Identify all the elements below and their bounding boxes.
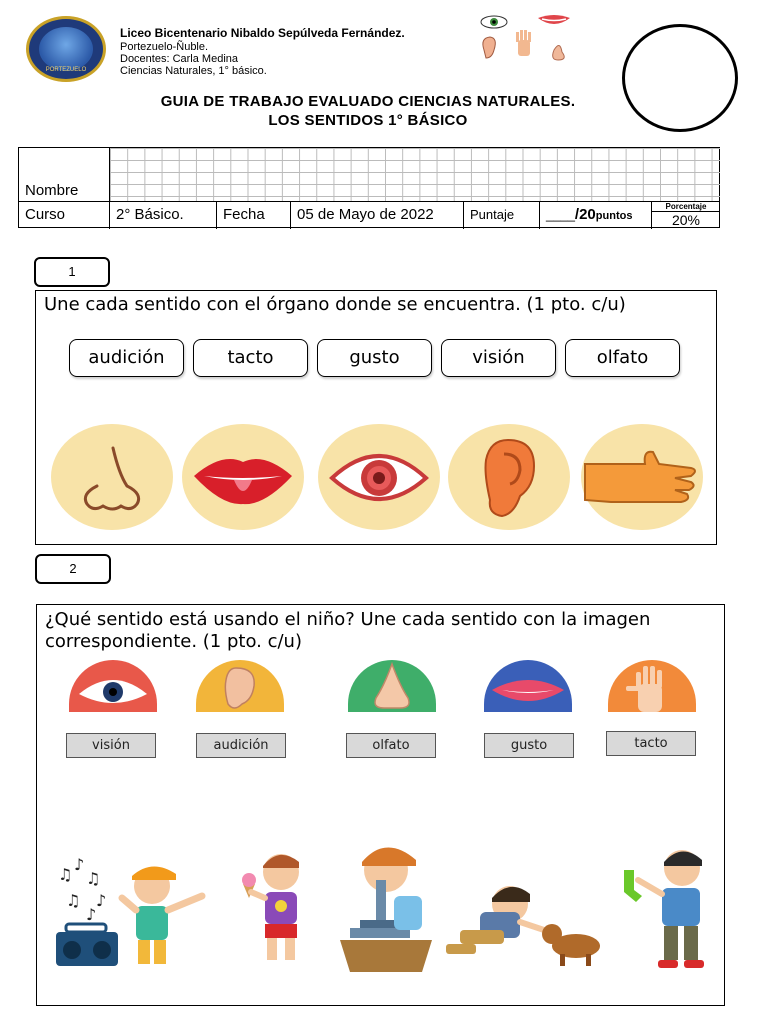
organ-nose[interactable] [51,424,173,530]
puntaje-label: Puntaje [464,202,540,229]
nose-icon [51,424,173,530]
label-tacto[interactable]: tacto [606,731,696,756]
svg-text:♫: ♫ [58,865,73,884]
word-audicion[interactable]: audición [69,339,184,377]
curso-value: 2° Básico. [110,202,217,229]
page-title: GUIA DE TRABAJO EVALUADO CIENCIAS NATURALES. [160,93,576,110]
section-2-instruction-line1: ¿Qué sentido está usando el niño? Une cada sentido con la imagen [45,609,651,630]
section-1-number: 1 [34,257,110,287]
svg-text:♫: ♫ [66,891,81,910]
school-name: Liceo Bicentenario Nibaldo Sepúlveda Fernández. [120,26,405,40]
svg-text:♫: ♫ [86,869,101,888]
svg-text:♪: ♪ [86,905,97,924]
school-logo: PORTEZUELO [26,16,106,82]
label-gusto[interactable]: gusto [484,733,574,758]
dog-icon [542,924,600,966]
ear-icon [483,37,495,58]
porcentaje-label: Porcentaje [665,202,707,211]
eye-icon [481,16,507,28]
mouth-icon [182,424,304,530]
school-location: Portezuelo-Ñuble. [120,41,209,53]
kid-petting-dog[interactable] [440,874,610,970]
word-gusto[interactable]: gusto [317,339,432,377]
nose-icon [553,45,565,60]
section-2-instruction-line2: correspondiente. (1 pto. c/u) [45,631,302,652]
hand-icon [516,30,531,56]
subject-line: Ciencias Naturales, 1° básico. [120,65,267,77]
name-writing-grid[interactable] [110,148,720,202]
fecha-label: Fecha [217,202,291,229]
label-vision[interactable]: visión [66,733,156,758]
section-2-number: 2 [35,554,111,584]
student-info-table [18,147,720,228]
mouth-icon [538,15,570,24]
nombre-label: Nombre [25,182,79,199]
organ-hand[interactable] [581,424,703,530]
label-audicion[interactable]: audición [196,733,286,758]
puntaje-blank[interactable]: ____ [546,207,575,222]
organ-ear[interactable] [448,424,570,530]
ear-icon [448,424,570,530]
section-1-instruction: Une cada sentido con el órgano donde se encuentra. (1 pto. c/u) [44,294,626,315]
puntaje-unit: puntos [595,210,633,222]
word-vision[interactable]: visión [441,339,556,377]
label-olfato[interactable]: olfato [346,733,436,758]
organ-mouth[interactable] [182,424,304,530]
porcentaje-value: 20% [652,211,720,228]
page-subtitle: LOS SENTIDOS 1° BÁSICO [268,112,468,129]
kid-eating-icecream[interactable] [235,848,315,968]
teachers-line: Docentes: Carla Medina [120,53,239,65]
svg-text:♪: ♪ [74,855,85,874]
puntaje-value [540,202,652,229]
boombox-icon [56,924,118,966]
sock-icon [624,870,642,902]
svg-text:♪: ♪ [96,891,107,910]
organ-eye[interactable] [318,424,440,530]
porcentaje-cell [652,202,720,229]
kid-smelling-sock[interactable] [618,844,714,974]
hand-icon [581,424,703,530]
fecha-value: 05 de Mayo de 2022 [291,202,464,229]
curso-label: Curso [19,202,110,229]
word-tacto[interactable]: tacto [193,339,308,377]
eye-icon [318,424,440,530]
kid-listening-music[interactable] [52,836,218,970]
puntaje-total: /20 [574,206,596,223]
music-notes-icon [58,855,106,924]
senses-icons-cluster [470,10,580,72]
word-olfato[interactable]: olfato [565,339,680,377]
kid-microscope[interactable] [336,840,436,976]
